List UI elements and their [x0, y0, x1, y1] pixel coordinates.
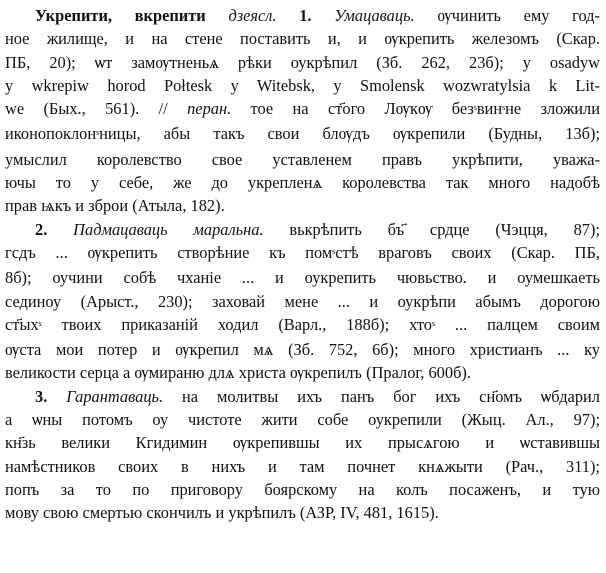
entry-line: [5, 501, 600, 524]
text-run: гсдъ ... ѹкрепить створѣние къ пом: [5, 242, 333, 262]
entry-line: [5, 290, 600, 313]
text-run: [277, 6, 300, 25]
bold-text: 2.: [35, 219, 48, 239]
text-run: великости серца а ѹмираню длѧ христа ѹкрепилъ (Пралог, 600б).: [5, 363, 471, 383]
text-run: на молитвы ихъ панъ бог ихъ сн҃омъ ѡбдарил: [163, 386, 600, 406]
text-run: ст҃ых: [5, 314, 39, 334]
entry-line: [5, 241, 600, 266]
entry-line: [5, 408, 600, 431]
italic-text: Умацаваць.: [334, 6, 415, 25]
text-run: we (Бых., 561). //: [5, 99, 188, 119]
entry-line: [5, 313, 600, 338]
text-run: y wkrepiw horod Połtesk y Witebsk, y Smolensk wozwratylsia k Lit-: [5, 75, 600, 95]
text-run: прав ѩкъ и зброи (Атыла, 182).: [5, 196, 225, 216]
entry-line: [5, 361, 600, 384]
bold-text: 3.: [35, 386, 48, 406]
italic-text: Падмацаваць маральна.: [73, 219, 264, 239]
text-run: намѣстников своих в нихъ и там почнет кнѧжыти (Рач., 311);: [5, 456, 600, 476]
text-run: вин: [476, 99, 503, 119]
text-run: твоих приказаній ходил (Варл., 188б); хто: [41, 314, 432, 334]
bold-text: 1.: [299, 6, 312, 25]
text-run: кн҃зь велики Кгидимин ѹкрепившы их прысѧгою и ѡставившы: [5, 433, 600, 453]
entry-line: [5, 218, 600, 241]
text-run: тое на ст҃ого Лѹкѹ без: [231, 99, 474, 119]
text-run: [47, 387, 66, 406]
entry-line: [5, 4, 600, 27]
dictionary-entry: [5, 4, 600, 525]
text-run: ˢ: [432, 318, 435, 334]
text-run: [206, 6, 229, 25]
entry-line: [5, 478, 600, 501]
text-run: ницы, абы такъ свои блѹдъ ѹкрепили (Будны, 13б);: [99, 124, 600, 144]
text-run: ˢ: [332, 246, 336, 262]
text-run: ПБ, 20); ѡт замѹтненьѧ рѣки оукрѣпил (Зб. 262, 23б); у osadyw: [5, 52, 600, 72]
entry-line: [5, 74, 600, 97]
text-run: вькрѣпить бъ҃ срдце (Чэцця, 87);: [263, 219, 600, 239]
text-run: [47, 220, 73, 239]
entry-line: [5, 385, 600, 408]
italic-text: Гарантаваць.: [66, 386, 164, 406]
entry-line: [5, 27, 600, 50]
text-run: ˢ: [38, 318, 42, 334]
text-run: не зложили: [505, 99, 600, 119]
bold-text: Укрепити, вкрепити: [35, 6, 206, 25]
text-run: умыслил королевство свое уставленем правъ укрѣпити, уважа-: [5, 149, 600, 169]
entry-line: [5, 194, 600, 217]
entry-line: [5, 148, 600, 171]
text-run: ючы то у себе, же до укрепленѧ королевства так много надобѣ: [5, 173, 600, 193]
text-run: ѹчинить ему год-: [414, 6, 600, 25]
text-run: ˢ: [473, 103, 477, 119]
entry-line: [5, 338, 600, 361]
text-run: ѹста мои потер и ѹкрепил мѧ (Зб. 752, 6б); много христианъ ... ку: [5, 340, 600, 360]
text-run: [312, 6, 335, 25]
entry-line: [5, 455, 600, 478]
entry-line: [5, 97, 600, 122]
entry-line: [5, 122, 600, 147]
text-run: ное жилище, и на стене поставить и, и ѹкрепить железомъ (Скар.: [5, 29, 600, 49]
entry-line: [5, 431, 600, 454]
text-run: стѣ враговъ своих (Скар. ПБ,: [335, 242, 600, 262]
text-run: ... палцем своим: [434, 314, 600, 334]
entry-line: [5, 171, 600, 194]
text-run: ˢ: [96, 128, 100, 144]
italic-text: дзеясл.: [228, 6, 277, 25]
text-run: ˢ: [502, 103, 506, 119]
entry-line: [5, 51, 600, 74]
text-run: мову свою смертью скончилъ и укрѣпилъ (АЗР, IV, 481, 1615).: [5, 503, 439, 523]
entry-line: [5, 266, 600, 289]
entry-section-1: [5, 4, 600, 218]
italic-text: перан.: [187, 99, 232, 119]
text-run: 8б); оучини собѣ чханіе ... и оукрепить чювьство. и оумешкаеть: [5, 268, 600, 288]
text-run: иконопоклон: [5, 124, 97, 144]
entry-section-2: [5, 218, 600, 385]
text-run: а ѡны потомъ оу чистоте жити собе оукрепили (Жыц. Ал., 97);: [5, 410, 600, 430]
text-run: сединоу (Арыст., 230); заховай мене ... и оукрѣпи абымъ дорогою: [5, 291, 600, 311]
entry-section-3: [5, 385, 600, 525]
text-run: попъ за то по приговору боярскому на колъ посаженъ, и тую: [5, 479, 600, 499]
